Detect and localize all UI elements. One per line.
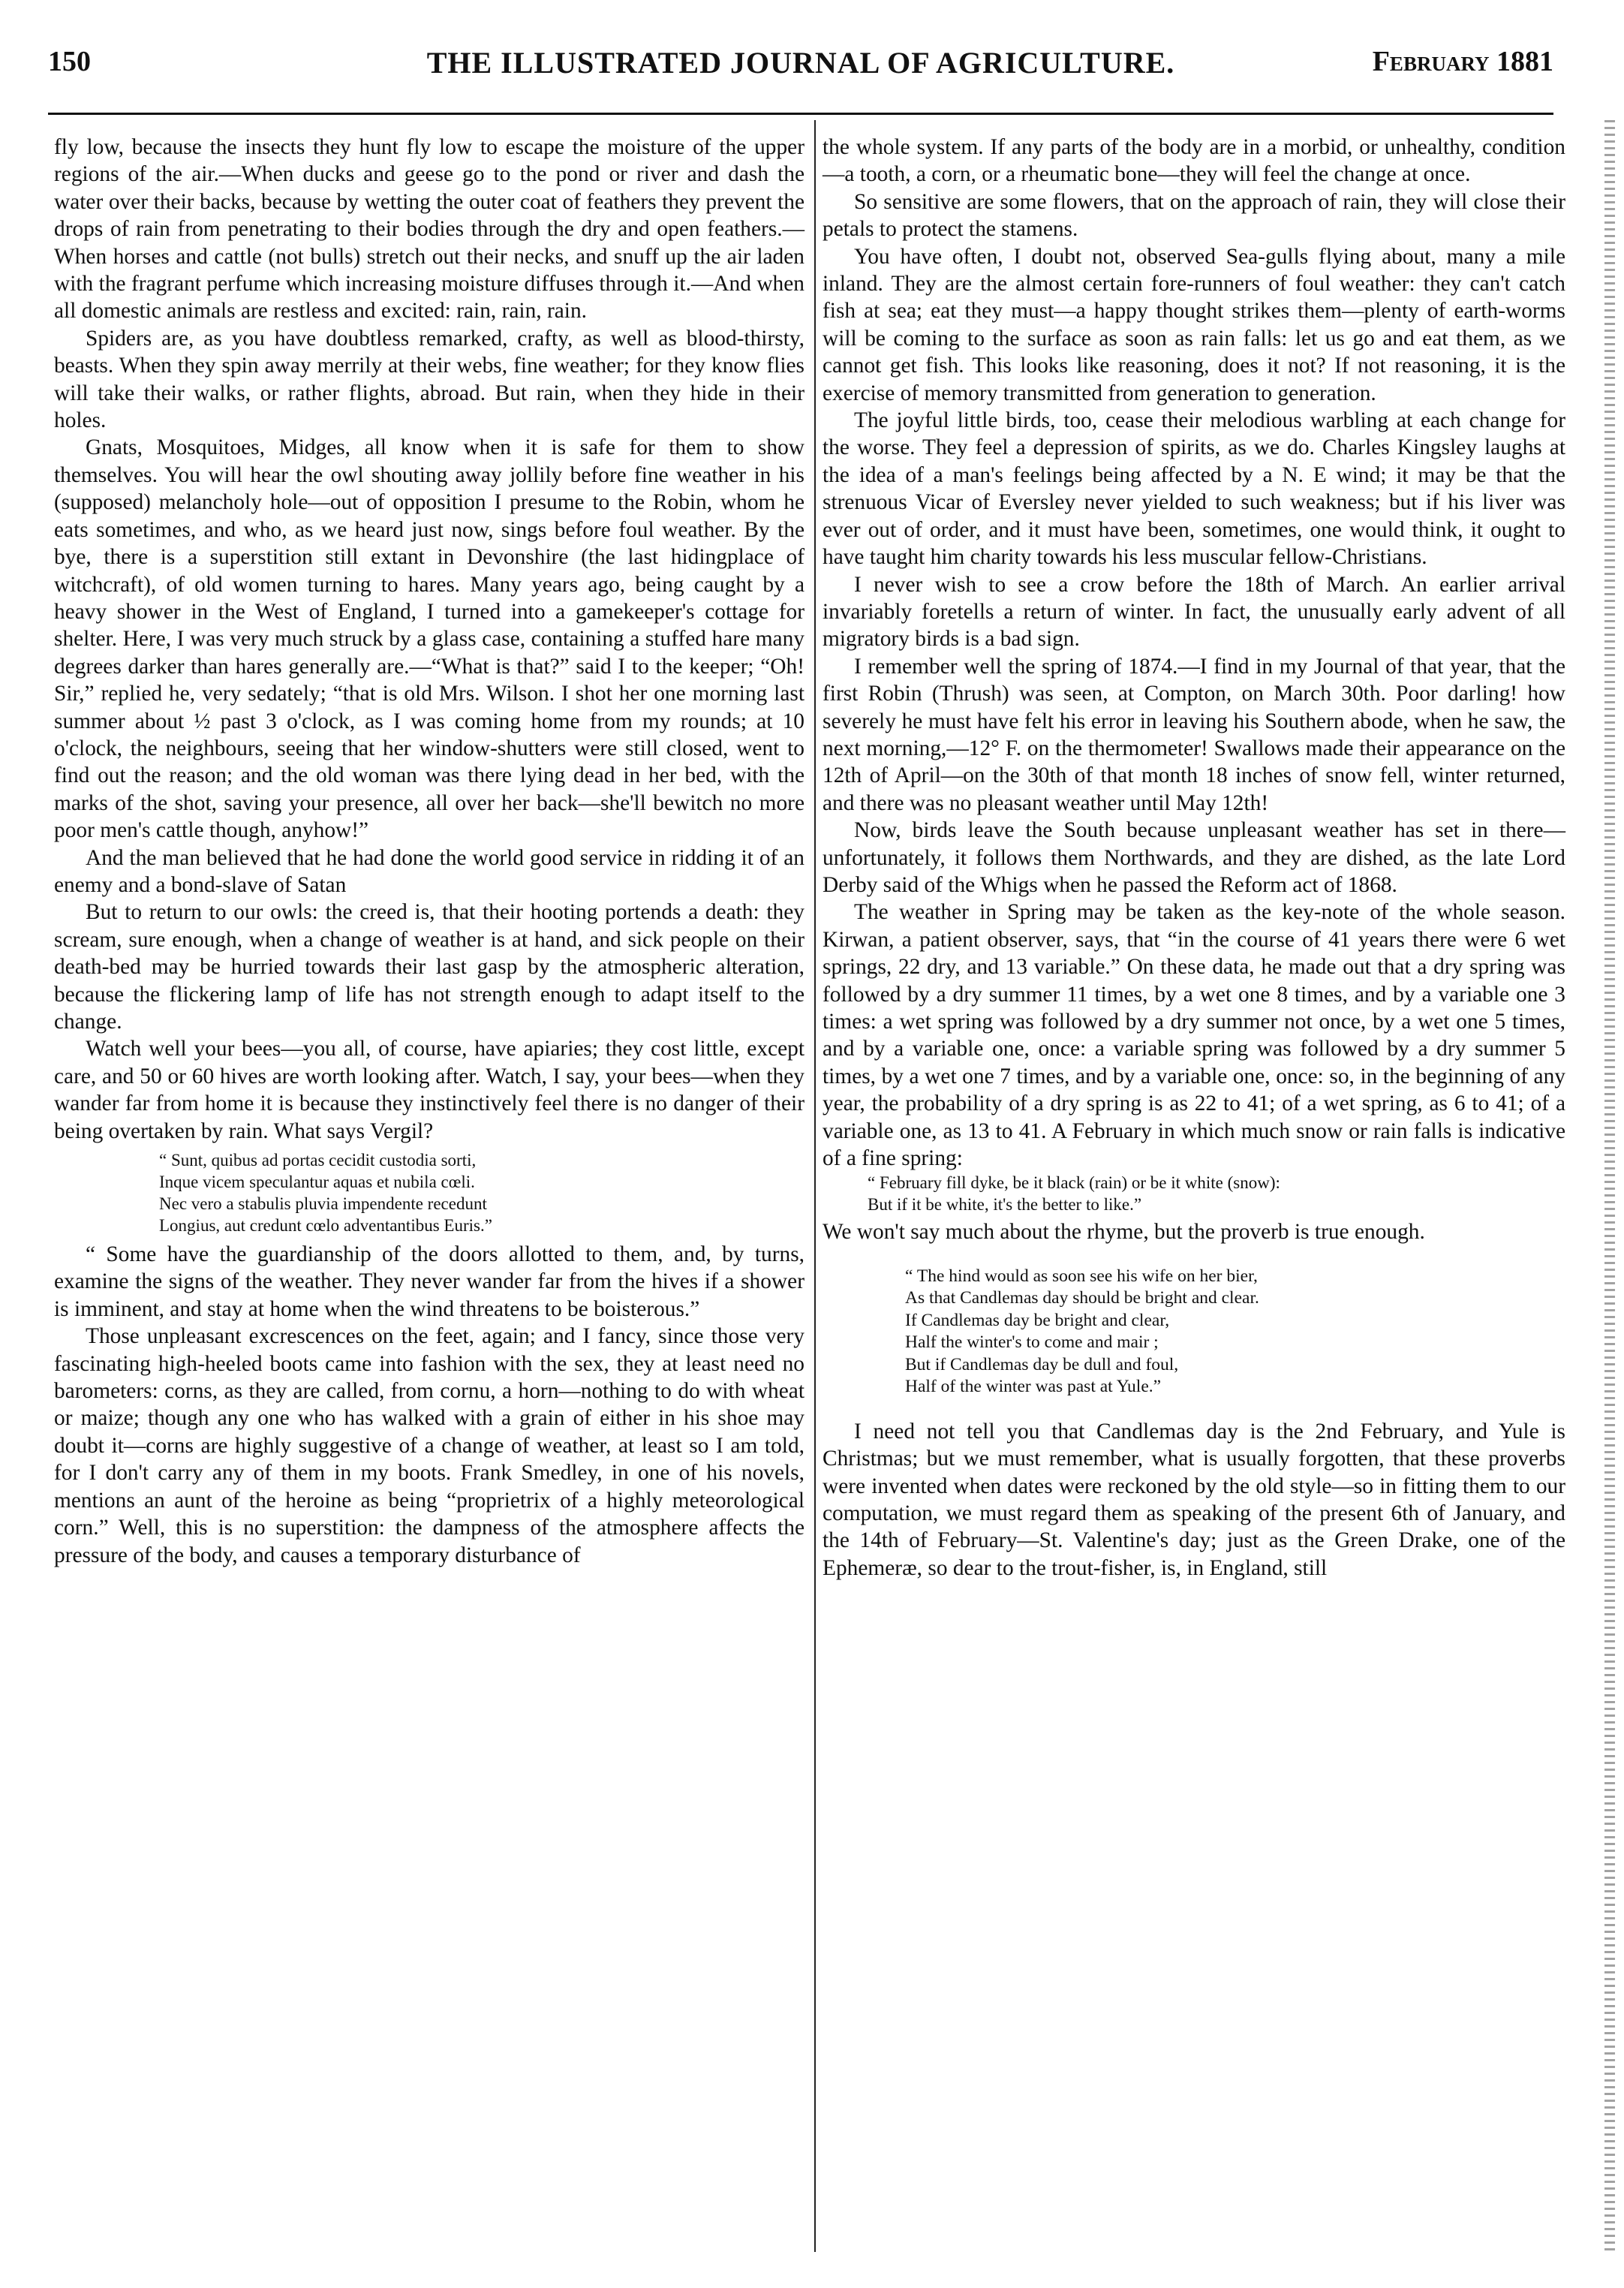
- candlemas-rhyme: [905, 1266, 1565, 1398]
- paragraph: I remember well the spring of 1874.—I find in my Journal of that year, that the first Robin (Thrush) was seen, at Compton, on March 30th. Poor darling! how severely he must have felt his error in leaving his Southern abode, when he saw, the next morning,—12° F. on the thermometer! Swallows made their appearance on the 12th of April—on the 30th of that month 18 inches of snow fell, winter returned, and there was no pleasant weather until May 12th!: [823, 654, 1565, 815]
- paragraph: “ Some have the guardianship of the doors allotted to them, and, by turns, examine the signs of the weather. They never wander far from the hives if a shower is imminent, and stay at home when the wind threatens to be boisterous.”: [54, 1242, 804, 1321]
- paragraph: We won't say much about the rhyme, but the proverb is true enough.: [823, 1220, 1425, 1245]
- column-divider: [814, 120, 816, 2252]
- paragraph: I never wish to see a crow before the 18th of March. An earlier arrival invariably foretells a return of winter. In fact, the unusually early advent of all migratory birds is a bad sign.: [823, 572, 1565, 652]
- paragraph: Gnats, Mosquitoes, Midges, all know when it is safe for them to show themselves. You will hear the owl shouting away jollily before fine weather in his (supposed) melancholy hole—out of opposition I presume to the Robin, whom he eats sometimes, and who, as we heard just now, sings before foul weather. By the bye, there is a superstition still extant in Devonshire (the last hidingplace of witchcraft), of old women turning to hares. Many years ago, being caught by a heavy shower in the West of England, I turned into a gamekeeper's cottage for shelter. Here, I was very much struck by a glass case, containing a stuffed hare many degrees darker than hares generally are.—“What is that?” said I to the keeper; “Oh! Sir,” replied he, very sedately; “that is old Mrs. Wilson. I shot her one morning last summer about ½ past 3 o'clock, as I was coming home from my rounds; at 10 o'clock, the neighbours, seeing that her window-shutters were still closed, went to find out the reason; and the old woman was there lying dead in her bed, with the marks of the shot, saving your presence, all over her back—she'll bewitch no more poor men's cattle though, anyhow!”: [54, 435, 804, 843]
- paragraph: Watch well your bees—you all, of course, have apiaries; they cost little, except care, and 50 or 60 hives are worth looking after. Watch, I say, your bees—when they wander far from home it is because they instinctively feel there is no danger of their being overtaken by rain. What says Vergil?: [54, 1037, 804, 1143]
- proverb-verse: [868, 1172, 1565, 1215]
- verse-line: “ February fill dyke, be it black (rain) or be it white (snow):: [868, 1173, 1280, 1193]
- paragraph: the whole system. If any parts of the body are in a morbid, or unhealthy, condition—a tooth, a corn, or a rheumatic bone—they will feel the change at once.: [823, 135, 1565, 187]
- paragraph: You have often, I doubt not, observed Sea-gulls flying about, many a mile inland. They are the almost certain fore-runners of foul weather: they can't catch fish at sea; eat they must—a happy thought strikes them—plenty of earth-worms will be coming to the surface as soon as rain falls: let us go and eat them, as we cannot get fish. This looks like reasoning, does it not? If not reasoning, it is the exercise of memory transmitted from generation to generation.: [823, 244, 1565, 405]
- verse-line: Nec vero a stabulis pluvia impendente recedunt: [159, 1194, 487, 1214]
- paragraph: fly low, because the insects they hunt fly low to escape the moisture of the upper regions of the air.—When ducks and geese go to the pond or river and dash the water over their backs, because by wetting the outer coat of feathers they prevent the drops of rain from penetrating to their bodies through the dry and open feathers.—When horses and cattle (not bulls) stretch out their necks, and snuff up the air laden with the fragrant perfume which increasing moisture diffuses through it.—And when all domestic animals are restless and excited: rain, rain, rain.: [54, 135, 804, 324]
- paragraph: The joyful little birds, too, cease their melodious warbling at each change for the worse. They feel a depression of spirits, as we do. Charles Kingsley laughs at the idea of a man's feelings being affected by a N. E wind; it may be that the strenuous Vicar of Eversley never yielded to such weakness; but if his liver was ever out of order, and it must have been, sometimes, one would think, it ought to have taught him charity towards his less muscular fellow-Christians.: [823, 408, 1565, 570]
- verse-line: But if it be white, it's the better to like.”: [868, 1195, 1142, 1215]
- verse-line: Half the winter's to come and mair ;: [905, 1332, 1159, 1353]
- verse-line: “ Sunt, quibus ad portas cecidit custodia sorti,: [159, 1151, 477, 1170]
- latin-verse: [159, 1149, 804, 1236]
- verse-line: But if Candlemas day be dull and foul,: [905, 1354, 1179, 1374]
- paragraph: Spiders are, as you have doubtless remarked, crafty, as well as blood-thirsty, beasts. When they spin away merrily at their webs, fine weather; for they know flies will take their walks, or rather flights, abroad. But rain, when they hide in their holes.: [54, 326, 804, 433]
- left-column: [54, 134, 804, 1569]
- page-number: 150: [48, 46, 91, 77]
- issue-date: February 1881: [1372, 46, 1553, 77]
- verse-line: If Candlemas day be bright and clear,: [905, 1310, 1170, 1330]
- verse-line: “ The hind would as soon see his wife on her bier,: [905, 1266, 1258, 1286]
- paragraph: So sensitive are some flowers, that on the approach of rain, they will close their petals to protect the stamens.: [823, 189, 1565, 242]
- page-header: [48, 45, 1553, 90]
- paragraph: And the man believed that he had done the world good service in ridding it of an enemy and a bond-slave of Satan: [54, 845, 804, 897]
- paragraph: I need not tell you that Candlemas day is the 2nd February, and Yule is Christmas; but we must remember, what is usually forgotten, that these proverbs were invented when dates were reckoned by the old style—so in fitting them to our computation, we must regard them as speaking of the present 6th of January, and the 14th of February—St. Valentine's day; just as the Green Drake, one of the Ephemeræ, so dear to the trout-fisher, is, in England, still: [823, 1419, 1565, 1580]
- header-rule: [48, 113, 1553, 115]
- paragraph: The weather in Spring may be taken as the key-note of the whole season. Kirwan, a patient observer, says, that “in the course of 41 years there were 6 wet springs, 22 dry, and 13 variable.” On these data, he made out that a dry spring was followed by a dry summer 11 times, by a wet one 8 times, and by a variable one 3 times: a wet spring was followed by a dry summer not once, by a wet one 5 times, and by a variable one, once: a variable spring was followed by a dry summer 5 times, by a wet one 7 times, and by a variable one, once: so, in the beginning of any year, the probability of a dry spring is as 22 to 41; of a wet spring, as 6 to 41; of a variable one, as 13 to 41. A February in which much snow or rain falls is indicative of a fine spring:: [823, 900, 1565, 1171]
- verse-line: Longius, aut credunt cœlo adventantibus Euris.”: [159, 1216, 492, 1236]
- paragraph: But to return to our owls: the creed is, that their hooting portends a death: they scream, sure enough, when a change of weather is at hand, and sick people on their death-bed may be hurried towards their last gasp by the atmospheric alteration, because the flickering lamp of life has not strength enough to adapt itself to the change.: [54, 900, 804, 1034]
- verse-line: As that Candlemas day should be bright and clear.: [905, 1288, 1259, 1308]
- paragraph: Those unpleasant excrescences on the feet, again; and I fancy, since those very fascinating high-heeled boots came into fashion with the sex, they at least need no barometers: corns, as they are called, from cornu, a horn—nothing to do with wheat or maize; though any one who has walked with a grain of either in his shoe may doubt it—corns are highly suggestive of a change of weather, at least so I am told, for I don't carry any of them in my boots. Frank Smedley, in one of his novels, mentions an aunt of the heroine as being “proprietrix of a highly meteorological corn.” Well, this is no superstition: the dampness of the atmosphere affects the pressure of the body, and causes a temporary disturbance of: [54, 1324, 804, 1567]
- page-edge-shadow: [1604, 120, 1615, 2252]
- verse-line: Half of the winter was past at Yule.”: [905, 1377, 1162, 1397]
- paragraph: Now, birds leave the South because unpleasant weather has set in there—unfortunately, it follows them Northwards, and they are dished, as the late Lord Derby said of the Whigs when he passed the Reform act of 1868.: [823, 818, 1565, 897]
- right-column: [823, 134, 1565, 1582]
- journal-title: THE ILLUSTRATED JOURNAL OF AGRICULTURE.: [426, 46, 1175, 80]
- verse-line: Inque vicem speculantur aquas et nubila cœli.: [159, 1173, 475, 1192]
